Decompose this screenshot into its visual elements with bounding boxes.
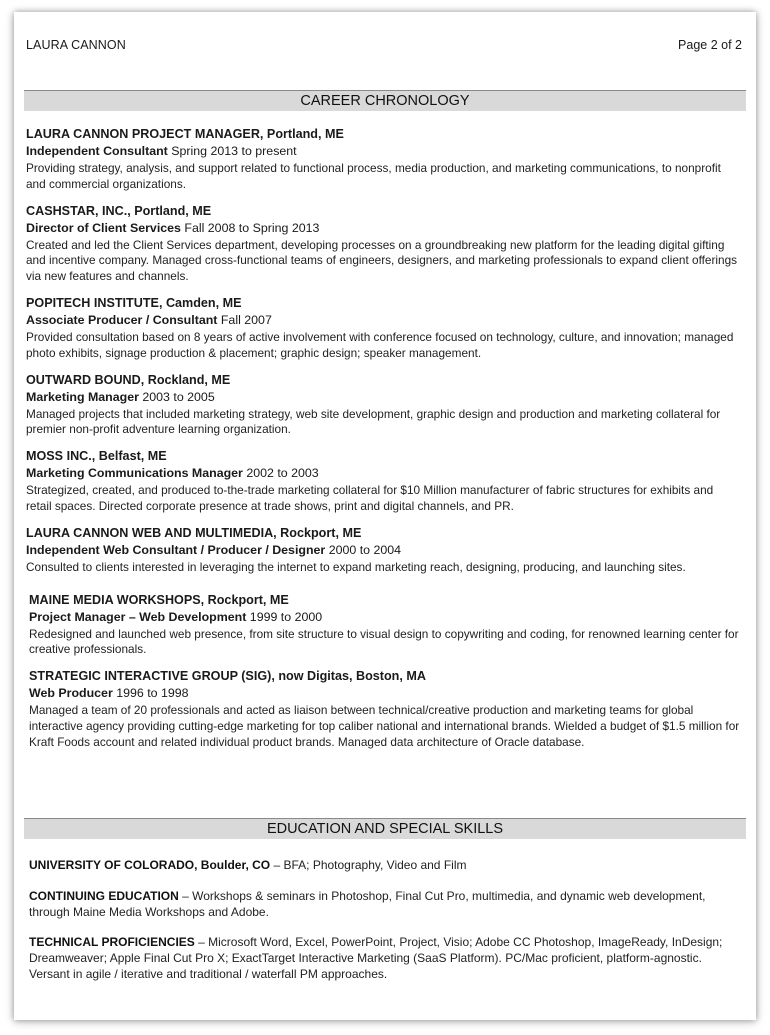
page-number: Page 2 of 2 [678, 38, 742, 52]
entry-dates: 2002 to 2003 [242, 466, 319, 481]
entry-dates: 2003 to 2005 [138, 389, 215, 404]
entry-role: Associate Producer / Consultant [26, 312, 218, 327]
entry-dates: 1996 to 1998 [112, 686, 189, 701]
entry-dates: Fall 2007 [217, 312, 272, 327]
entry-dates: 1999 to 2000 [246, 609, 323, 624]
entry-organization: OUTWARD BOUND, Rockland, ME [26, 372, 231, 387]
entry-organization: STRATEGIC INTERACTIVE GROUP (SIG), now Digitas, Boston, MA [29, 669, 426, 684]
career-entry [26, 592, 742, 659]
entry-role: Director of Client Services [26, 220, 181, 235]
education-label: TECHNICAL PROFICIENCIES [29, 935, 195, 950]
entry-dates: 2000 to 2004 [325, 542, 402, 557]
entry-dates: Fall 2008 to Spring 2013 [180, 220, 320, 235]
career-entry [26, 372, 742, 439]
entry-role-line [26, 220, 742, 236]
career-entries [26, 126, 742, 761]
entry-role: Marketing Communications Manager [26, 466, 243, 481]
entry-role: Independent Consultant [26, 144, 168, 158]
career-entry [26, 668, 742, 750]
career-entry [26, 295, 742, 362]
entry-dates: Spring 2013 to present [167, 144, 297, 158]
entry-description: Managed a team of 20 professionals and acted as liaison between technical/creative production and marketing teams for global interactive agency providing cutting-edge marketing for top caliber national and international brands. Wielded a budget of $1.5 million for Kraft Foods account and related individual product brands. Managed data architecture of Oracle database. [29, 703, 740, 749]
career-entry [26, 126, 742, 193]
entry-role-line [29, 609, 742, 625]
education-section-header: EDUCATION AND SPECIAL SKILLS [24, 818, 746, 839]
entry-role: Marketing Manager [26, 389, 139, 404]
entry-organization: MAINE MEDIA WORKSHOPS, Rockport, ME [29, 592, 289, 607]
entry-role-line [26, 389, 742, 405]
entry-description: Consulted to clients interested in leveraging the internet to expand marketing reach, designing, producing, and launching sites. [26, 559, 686, 574]
entry-description: Managed projects that included marketing strategy, web site development, graphic design and production and marketing collateral for premier non-profit adventure learning organization. [26, 406, 721, 437]
entry-role-line [26, 542, 742, 558]
entry-role-line [26, 312, 742, 328]
career-entry [26, 448, 742, 515]
entry-organization: LAURA CANNON WEB AND MULTIMEDIA, Rockport, ME [26, 525, 362, 540]
career-entry [26, 203, 742, 285]
entry-organization: CASHSTAR, INC., Portland, ME [26, 203, 212, 218]
education-label: UNIVERSITY OF COLORADO, Boulder, CO [29, 858, 271, 872]
entry-description: Strategized, created, and produced to-the-trade marketing collateral for $10 Million manufacturer of fabric structures for exhibits and retail spaces. Directed corporate presence at trade shows, print and digital channels, and PR. [26, 483, 714, 513]
education-text: – Microsoft Word, Excel, PowerPoint, Project, Visio; Adobe CC Photoshop, ImageReady, InDesign; Dreamweaver; Apple Final Cut Pro X; ExactTarget Interactive Marketing (SaaS Platform). PC/Mac proficient, platform-agnostic. Versant in agile / iterative and traditional / waterfall PM approaches. [29, 935, 723, 981]
entry-role-line [26, 143, 742, 159]
career-entry [26, 525, 742, 576]
entry-role: Independent Web Consultant / Producer / Designer [26, 542, 326, 557]
entry-description: Redesigned and launched web presence, from site structure to visual design to copywriting and coding, for renowned learning center for creative professionals. [29, 626, 739, 657]
resume-page [14, 12, 756, 1020]
entry-description: Created and led the Client Services department, developing processes on a groundbreaking new platform for the leading digital gifting and incentive company. Managed cross-functional teams of engineers, designers, and marketing professionals to expand client offerings via new features and channels. [26, 237, 738, 284]
header-name: LAURA CANNON [26, 38, 126, 52]
entry-role-line [26, 465, 742, 481]
education-text: – Workshops & seminars in Photoshop, Final Cut Pro, multimedia, and dynamic web development, through Maine Media Workshops and Adobe. [29, 888, 706, 919]
entry-role-line [29, 685, 742, 701]
entry-organization: LAURA CANNON PROJECT MANAGER, Portland, ME [26, 127, 344, 141]
entry-organization: POPITECH INSTITUTE, Camden, ME [26, 295, 242, 310]
education-entry [29, 858, 743, 874]
education-label: CONTINUING EDUCATION [29, 888, 179, 903]
entry-organization: MOSS INC., Belfast, ME [26, 449, 167, 464]
education-entry [29, 889, 743, 921]
education-entries [29, 858, 743, 998]
entry-role: Web Producer [29, 686, 113, 701]
entry-description: Provided consultation based on 8 years of active involvement with conference focused on technology, culture, and innovation; managed photo exhibits, signage production & placement; graphic design; speaker management. [26, 329, 734, 360]
entry-description: Providing strategy, analysis, and support related to functional process, media production, and marketing communications, to nonprofit and commercial organizations. [26, 161, 721, 191]
career-section-header: CAREER CHRONOLOGY [24, 90, 746, 111]
education-entry [29, 935, 743, 982]
entry-role: Project Manager – Web Development [29, 609, 247, 624]
education-text: – BFA; Photography, Video and Film [270, 858, 467, 872]
